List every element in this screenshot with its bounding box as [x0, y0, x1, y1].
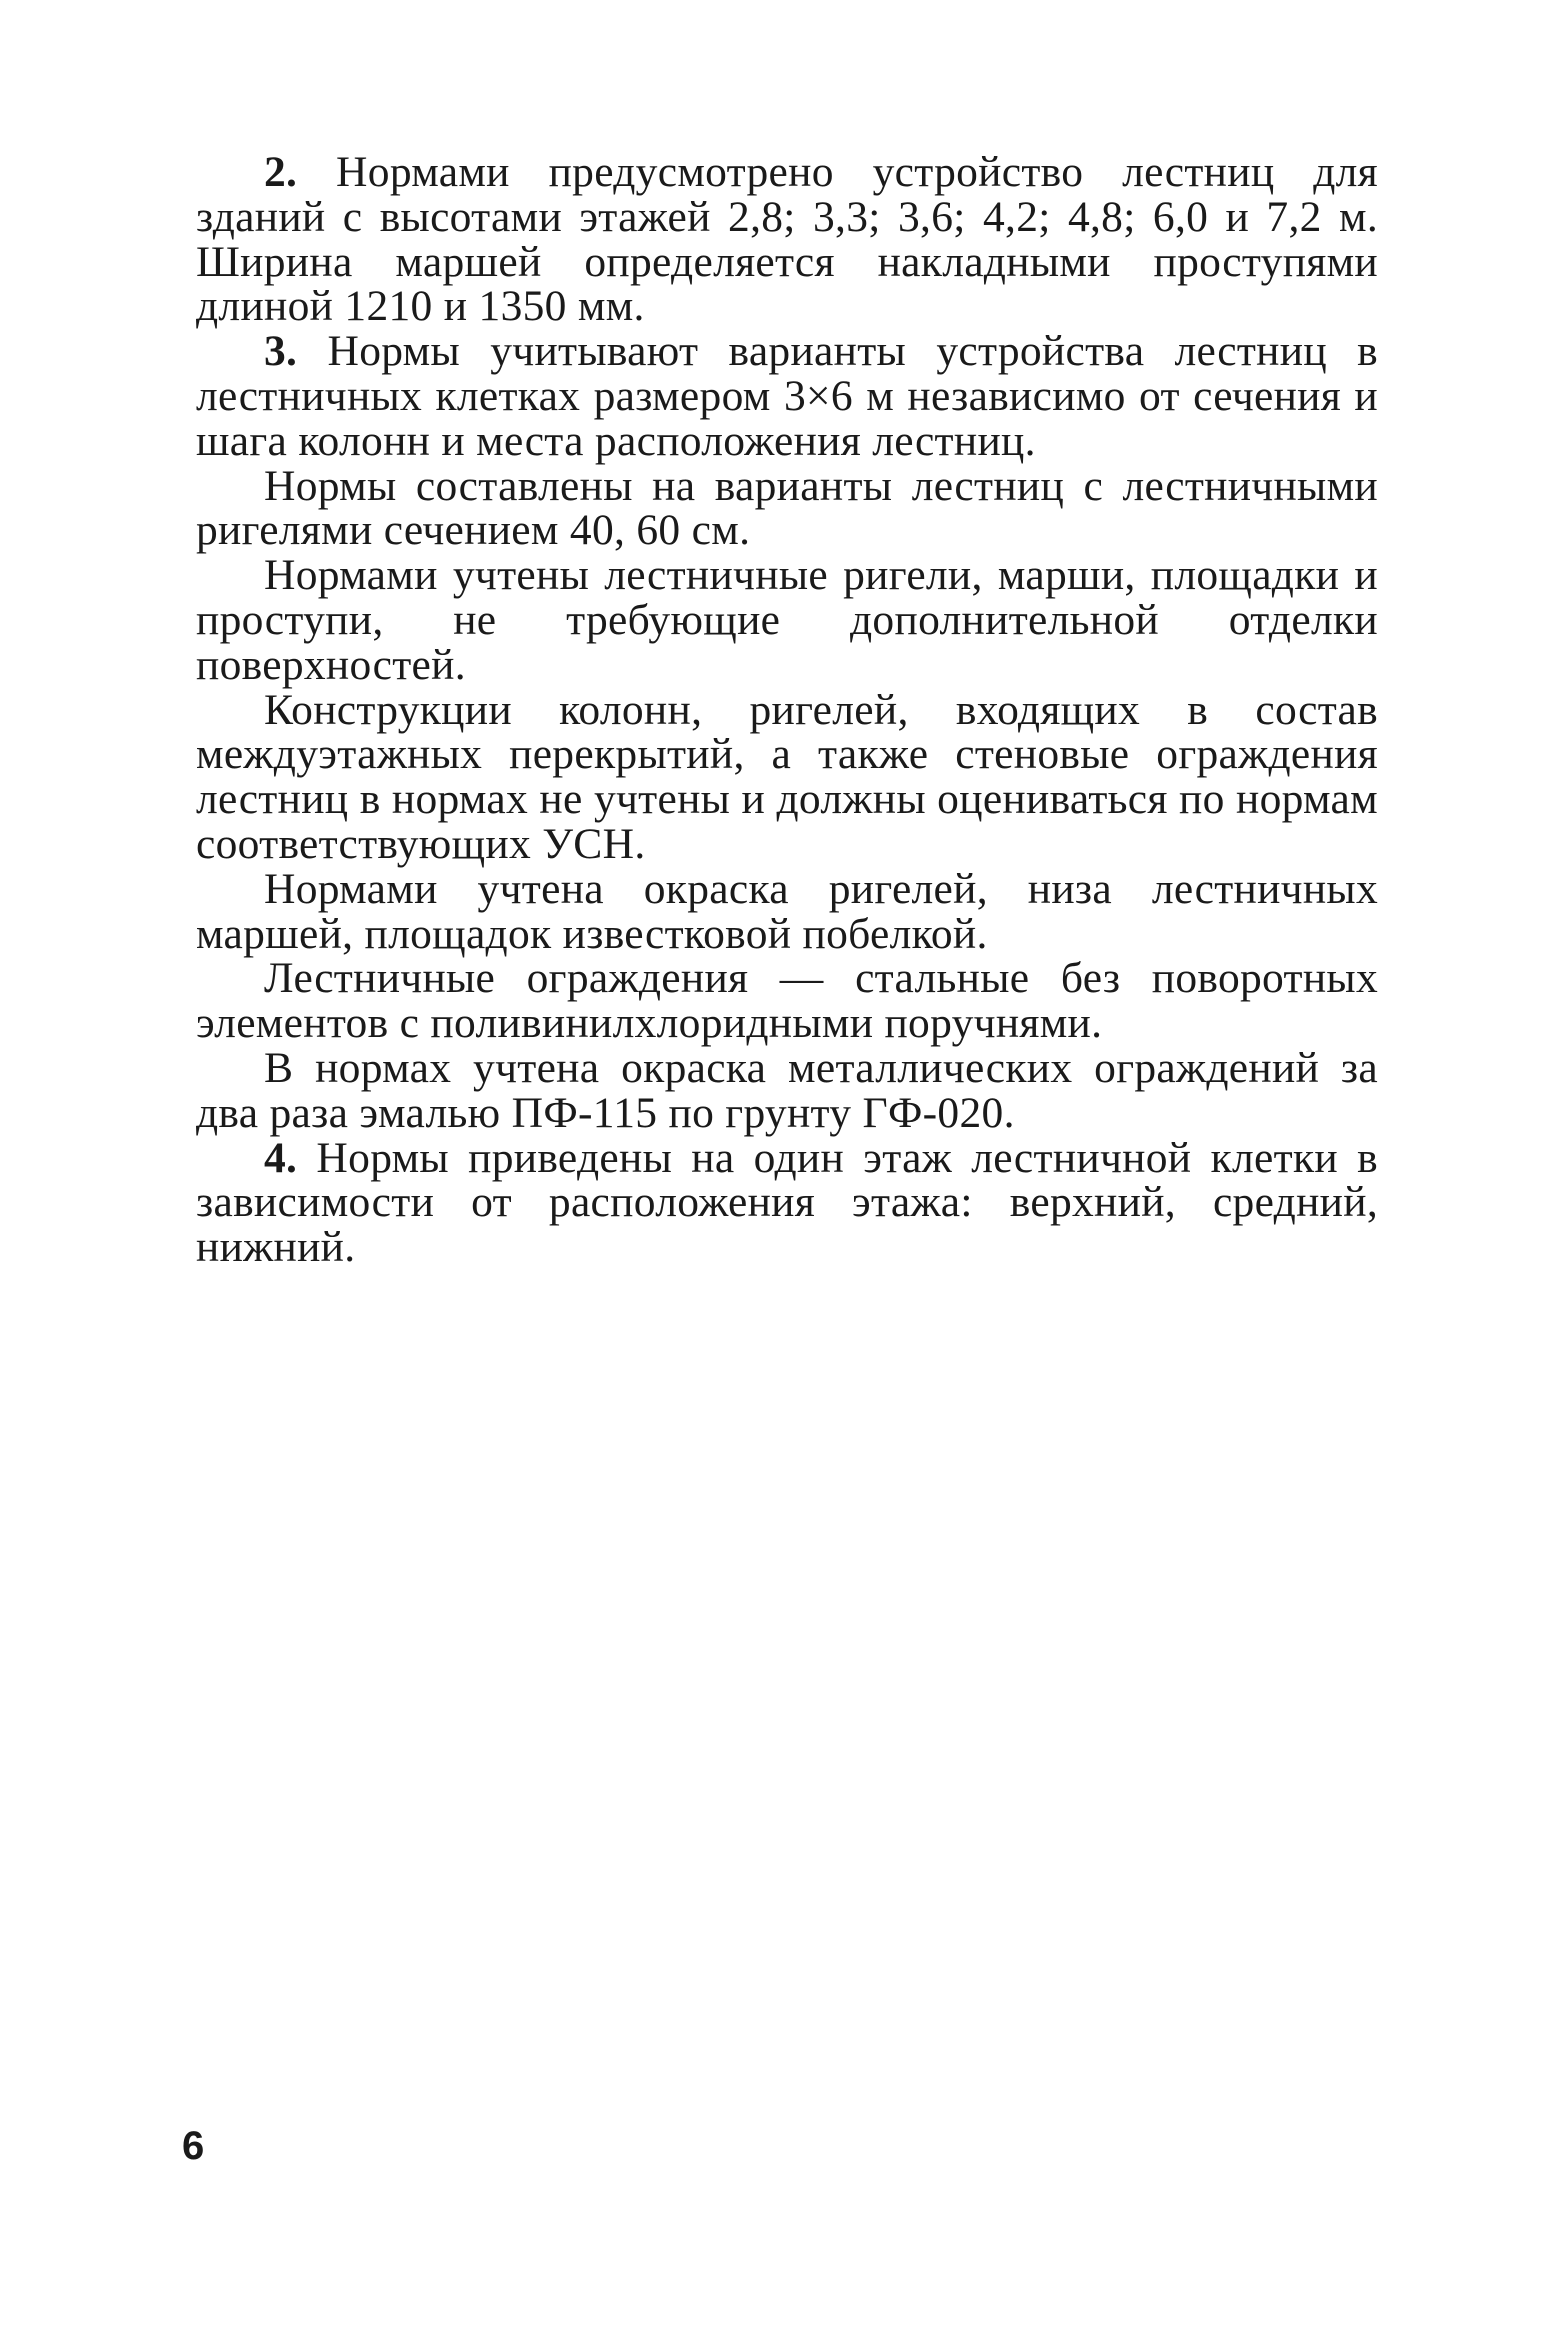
paragraph-3-sizes	[196, 461, 1378, 555]
paragraph-3-enamel	[196, 1043, 1378, 1137]
paragraph-text: В нормах учтена окраска металлических ограждений за два раза эмалью ПФ-115 по грунту ГФ-020.	[196, 1043, 1378, 1137]
paragraph-number: 2.	[264, 148, 298, 196]
paragraph-3-elements	[196, 553, 1378, 687]
paragraph-text: Нормы составлены на варианты лестниц с лестничными ригелями сечением 40, 60 см.	[196, 461, 1378, 555]
paragraph-text: Нормы учитывают варианты устройства лестниц в лестничных клетках размером 3×6 м независимо от сечения и шага колонн и места расположения лестниц.	[196, 327, 1378, 465]
paragraph-number: 3.	[264, 327, 298, 376]
paragraph-text: Конструкции колонн, ригелей, входящих в состав междуэтажных перекрытий, а также стеновые ограждения лестниц в нормах не учтены и должны оцениваться по нормам соответствующих УСН.	[196, 685, 1378, 868]
paragraph-number: 4.	[264, 1133, 298, 1182]
body-text	[196, 150, 1378, 1270]
paragraph-3-painting	[196, 864, 1378, 958]
paragraph-text: Нормы приведены на один этаж лестничной клетки в зависимости от расположения этажа: верхний, средний, нижний.	[196, 1133, 1378, 1272]
paragraph-3-constructions	[196, 685, 1378, 868]
paragraph-3-railings	[196, 956, 1378, 1046]
paragraph-3	[196, 329, 1378, 463]
paragraph-text: Нормами учтены лестничные ригели, марши, площадки и проступи, не требующие дополнительной отделки поверхностей.	[196, 551, 1378, 689]
page-number: 6	[182, 2124, 205, 2168]
paragraph-2	[196, 150, 1378, 329]
paragraph-text: Нормами учтена окраска ригелей, низа лестничных маршей, площадок известковой побелкой.	[196, 864, 1378, 958]
paragraph-4	[196, 1133, 1378, 1272]
paragraph-text: Лестничные ограждения — стальные без поворотных элементов с поливинилхлоридными поручнями.	[196, 954, 1378, 1048]
paragraph-text: Нормами предусмотрено устройство лестниц для зданий с высотами этажей 2,8; 3,3; 3,6; 4,2; 4,8; 6,0 и 7,2 м. Ширина маршей определяется накладными проступями длиной 1210 и 1350 мм.	[196, 148, 1378, 331]
